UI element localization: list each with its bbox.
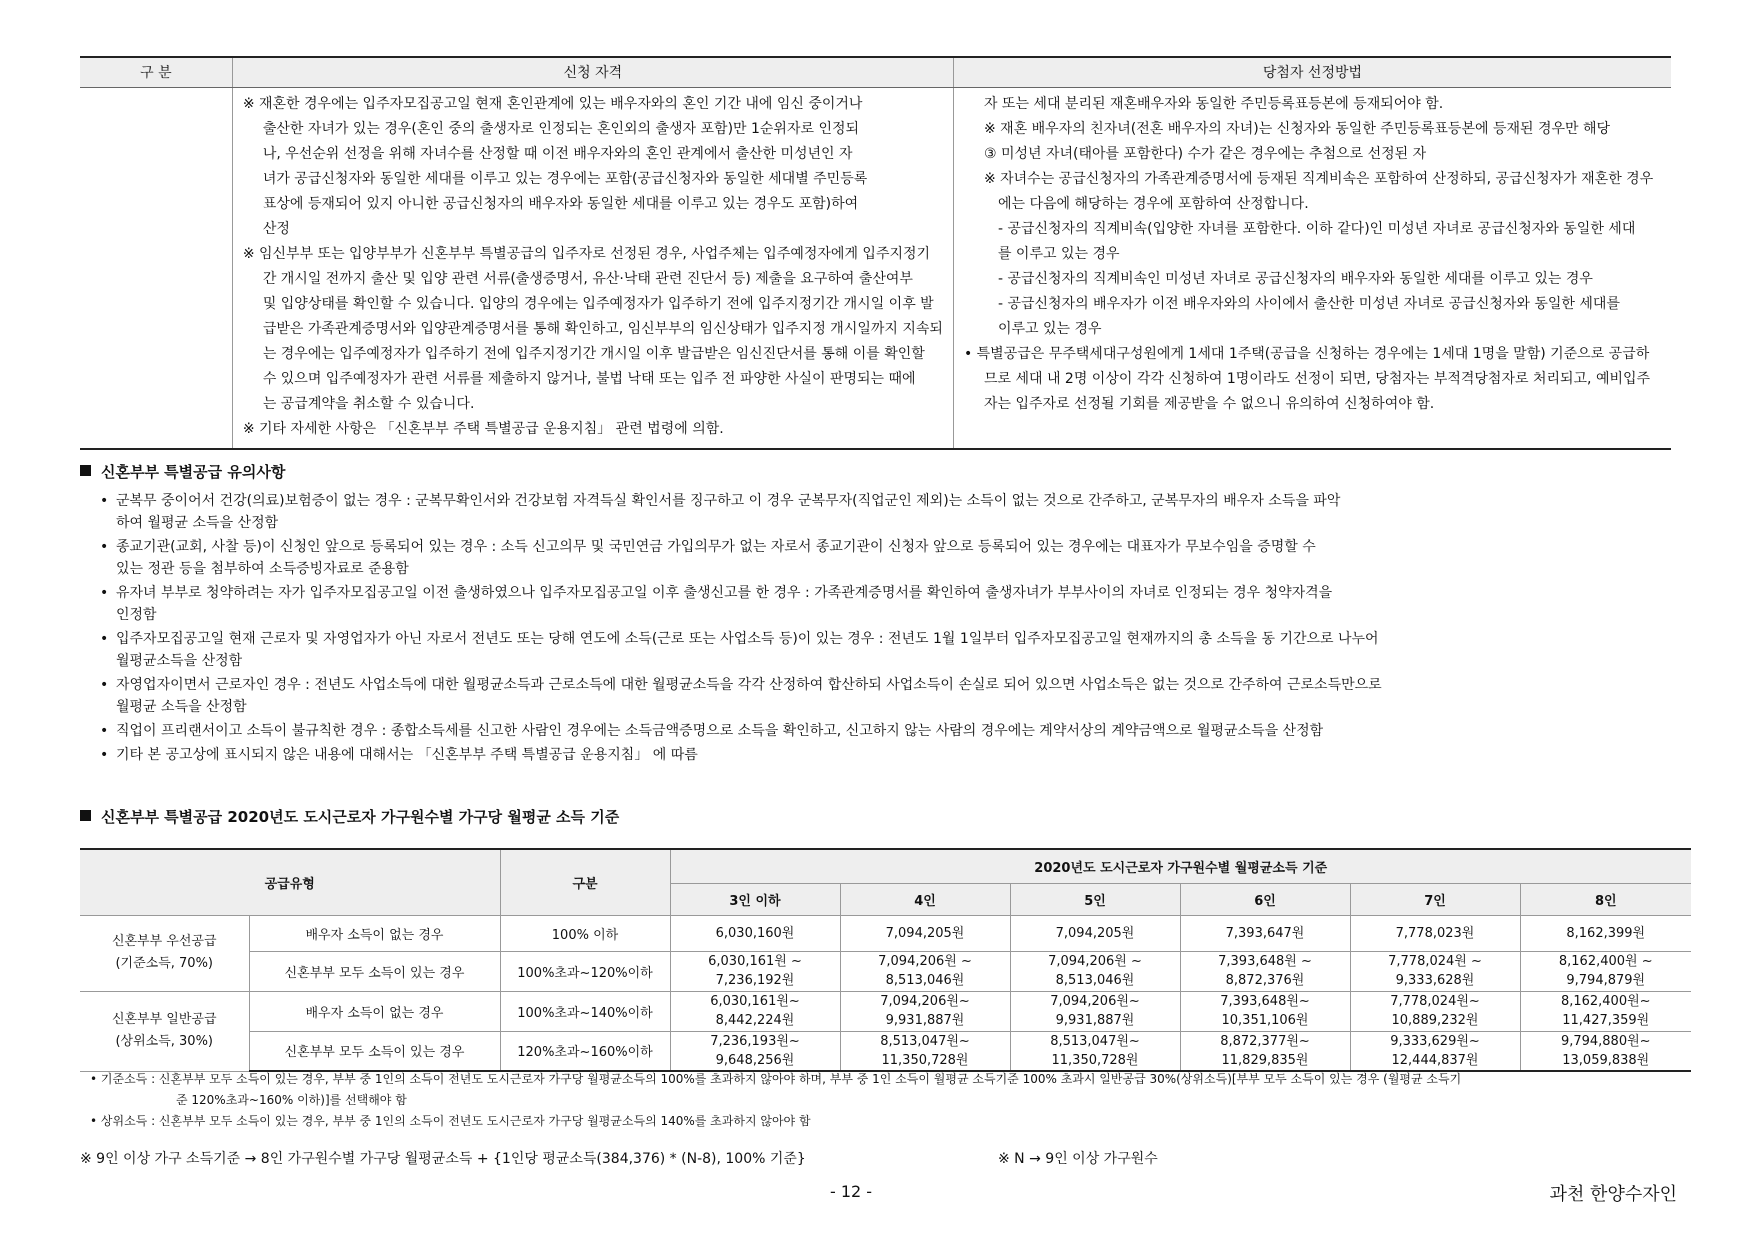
income-section-title: 신혼부부 특별공급 2020년도 도시근로자 가구원수별 가구당 월평균 소득 기준 (80, 806, 619, 827)
note-item (100, 720, 1680, 742)
supply-group-label: 신혼부부 우선공급 (111, 934, 217, 949)
note-item (100, 674, 1680, 718)
income-value-line: 7,094,205원 (1055, 925, 1135, 941)
income-value-line: 8,513,047원~ (1050, 1033, 1140, 1049)
qualification-cell (232, 87, 953, 449)
income-value-line: 10,351,106원 (1221, 1013, 1309, 1028)
income-value-cell (670, 991, 840, 1031)
note-item (100, 536, 1680, 580)
brand-name: 과천 한양수자인 (1549, 1184, 1677, 1205)
income-value-line: 7,094,206원~ (1050, 994, 1140, 1009)
note-text: 인정함 (116, 607, 157, 623)
income-value-line: 6,030,161원 ~ (708, 954, 802, 969)
income-value-line: 8,513,046원 (1055, 973, 1135, 988)
header-supply-type: 공급유형 (80, 849, 500, 915)
income-value-line: 7,393,648원 ~ (1218, 954, 1312, 969)
income-value-line: 7,778,024원~ (1390, 994, 1480, 1009)
income-row (80, 1031, 1691, 1071)
income-value-line: 9,794,880원~ (1560, 1033, 1651, 1049)
income-value-cell (840, 915, 1010, 951)
bullet-icon: • (100, 723, 109, 739)
note-text: 입주자모집공고일 현재 근로자 및 자영업자가 아닌 자로서 전년도 또는 당해 연도에 소득(근로 또는 사업소득 등)이 있는 경우 : 전년도 1월 1일부터 입주자모집공고일 현재까지의 총 소득을 동 기간으로 나누어 (116, 631, 1379, 647)
square-bullet-icon (80, 465, 91, 476)
income-value-line: 9,648,256원 (715, 1052, 795, 1068)
income-value-line: 7,094,205원 (885, 925, 965, 941)
income-value-line: 9,931,887원 (885, 1013, 965, 1028)
income-value-line: 9,931,887원 (1055, 1013, 1135, 1028)
category-cell (80, 87, 232, 449)
income-type-cell: 배우자 소득이 없는 경우 (249, 991, 500, 1031)
income-type-cell: 배우자 소득이 없는 경우 (249, 915, 500, 951)
column-header: 3인 이하 (670, 883, 840, 915)
qualification-table-row (80, 87, 1671, 449)
text-line: 를 이루고 있는 경우 (997, 245, 1120, 262)
income-range-cell: 100%초과~120%이하 (500, 951, 670, 991)
note-item (100, 582, 1680, 626)
supply-group-cell (80, 915, 249, 991)
footnote-base-income-cont: 준 120%초과~160% 이하)]를 선택해야 함 (176, 1093, 407, 1107)
note-item (100, 490, 1680, 534)
income-value-cell (840, 951, 1010, 991)
text-line: 자는 입주자로 선정될 기회를 제공받을 수 없으니 유의하여 신청하여야 함. (983, 395, 1435, 412)
income-footnotes (90, 1069, 1690, 1132)
income-row (80, 951, 1691, 991)
text-line: 므로 세대 내 2명 이상이 각각 신청하여 1명이라도 선정이 되면, 당첨자는 부적격당첨자로 처리되고, 예비입주 (983, 370, 1651, 387)
income-value-line: 7,778,024원 ~ (1388, 954, 1482, 969)
text-line: 에는 다음에 해당하는 경우에 포함하여 산정합니다. (997, 195, 1309, 212)
income-value-cell (670, 951, 840, 991)
income-value-line: 8,162,400원~ (1560, 994, 1651, 1009)
income-value-line: 10,889,232원 (1391, 1013, 1479, 1028)
income-value-line: 11,350,728원 (1051, 1052, 1139, 1068)
square-bullet-icon (80, 810, 91, 821)
income-range-cell: 100%초과~140%이하 (500, 991, 670, 1031)
text-line: 간 개시일 전까지 출산 및 입양 관련 서류(출생증명서, 유산·낙태 관련 진단서 등) 제출을 요구하여 출산여부 (262, 270, 913, 287)
notes-section-title: 신혼부부 특별공급 유의사항 (80, 461, 285, 482)
text-line: 표상에 등재되어 있지 아니한 공급신청자의 배우자와 동일한 세대를 이루고 있는 경우도 포함)하여 (262, 195, 859, 212)
text-line: ※ 기타 자세한 사항은 「신혼부부 주택 특별공급 운용지침」 관련 법령에 의함. (242, 420, 724, 437)
selection-method-cell (953, 87, 1671, 449)
income-value-line: 7,778,023원 (1395, 925, 1475, 941)
note-text: 하여 월평균 소득을 산정함 (116, 515, 279, 531)
income-value-cell (1010, 1031, 1180, 1071)
income-value-line: 7,393,648원~ (1220, 994, 1310, 1009)
income-value-line: 7,094,206원~ (880, 994, 970, 1009)
income-value-cell (1010, 991, 1180, 1031)
note-text: 기타 본 공고상에 표시되지 않은 내용에 대해서는 「신혼부부 주택 특별공급 운용지침」 에 따름 (116, 747, 698, 763)
page-number: - 12 - (830, 1182, 873, 1201)
income-value-cell (1180, 1031, 1350, 1071)
income-row (80, 991, 1691, 1031)
income-value-line: 7,094,206원 ~ (1048, 954, 1142, 969)
income-value-line: 8,513,046원 (885, 973, 965, 988)
income-value-cell (1010, 915, 1180, 951)
column-header: 5인 (1010, 883, 1180, 915)
income-value-line: 7,393,647원 (1225, 925, 1305, 941)
header-category: 구 분 (80, 57, 232, 87)
note-text: 월평균소득을 산정함 (116, 653, 243, 669)
n-note: ※ N → 9인 이상 가구원수 (998, 1151, 1158, 1167)
income-value-line: 7,236,192원 (715, 973, 795, 988)
text-line: 자 또는 세대 분리된 재혼배우자와 동일한 주민등록표등본에 등재되어야 함. (983, 95, 1444, 112)
header-qualification: 신청 자격 (232, 57, 953, 87)
income-range-cell: 120%초과~160%이하 (500, 1031, 670, 1071)
income-value-line: 7,094,206원 ~ (878, 954, 972, 969)
column-header: 4인 (840, 883, 1010, 915)
income-value-line: 8,513,047원~ (880, 1033, 970, 1049)
text-line: ※ 자녀수는 공급신청자의 가족관계증명서에 등재된 직계비속은 포함하여 산정하되, 공급신청자가 재혼한 경우 (983, 170, 1654, 187)
text-line: 는 공급계약을 취소할 수 있습니다. (262, 395, 475, 412)
column-header: 6인 (1180, 883, 1350, 915)
text-line: • 특별공급은 무주택세대구성원에게 1세대 1주택(공급을 신청하는 경우에는 1세대 1명을 말함) 기준으로 공급하 (963, 345, 1650, 362)
bullet-icon: • (100, 677, 109, 693)
footnote-base-income: • 기준소득 : 신혼부부 모두 소득이 있는 경우, 부부 중 1인의 소득이 전년도 도시근로자 가구당 월평균소득의 100%를 초과하지 않아야 하며, 부부 중 1인 소득이 월평균 소득기준 100% 초과시 일반공급 30%(상위소득)[부부 모두 소득이 있는 경우 (월평균 소득기 (90, 1072, 1462, 1086)
column-header: 8인 (1520, 883, 1691, 915)
income-type-cell: 신혼부부 모두 소득이 있는 경우 (249, 951, 500, 991)
text-line: 이루고 있는 경우 (997, 320, 1102, 337)
text-line: ※ 재혼 배우자의 친자녀(전혼 배우자의 자녀)는 신청자와 동일한 주민등록표등본에 등재된 경우만 해당 (983, 120, 1611, 137)
bullet-icon: • (100, 493, 109, 509)
selection-method-text (964, 92, 1661, 417)
income-value-cell (1520, 991, 1691, 1031)
text-line: 녀가 공급신청자와 동일한 세대를 이루고 있는 경우에는 포함(공급신청자와 동일한 세대별 주민등록 (262, 170, 868, 187)
note-item (100, 744, 1680, 766)
income-value-cell (1350, 1031, 1520, 1071)
text-line: 수 있으며 입주예정자가 관련 서류를 제출하지 않거나, 불법 낙태 또는 입주 전 파양한 사실이 판명되는 때에 (262, 370, 916, 387)
income-value-cell (670, 915, 840, 951)
income-value-line: 9,333,628원 (1395, 973, 1475, 988)
income-value-line: 8,442,224원 (715, 1013, 795, 1028)
income-value-cell (840, 991, 1010, 1031)
income-value-line: 8,162,400원 ~ (1558, 954, 1653, 969)
income-value-cell (1520, 915, 1691, 951)
income-value-line: 6,030,160원 (715, 925, 795, 941)
supply-group-label: 신혼부부 일반공급 (111, 1012, 217, 1027)
notes-list (100, 490, 1680, 768)
income-value-line: 8,872,376원 (1225, 973, 1305, 988)
column-header: 7인 (1350, 883, 1520, 915)
income-table (80, 848, 1691, 1072)
income-type-cell: 신혼부부 모두 소득이 있는 경우 (249, 1031, 500, 1071)
income-value-line: 6,030,161원~ (710, 994, 800, 1009)
income-value-cell (1520, 951, 1691, 991)
note-item (100, 628, 1680, 672)
note-text: 군복무 중이어서 건강(의료)보험증이 없는 경우 : 군복무확인서와 건강보험 자격득실 확인서를 징구하고 이 경우 군복무자(직업군인 제외)는 소득이 없는 것으로 간주하고, 군복무자의 배우자 소득을 파악 (116, 493, 1341, 509)
income-value-cell (1180, 951, 1350, 991)
income-value-cell (1520, 1031, 1691, 1071)
bullet-icon: • (100, 631, 109, 647)
text-line: 급받은 가족관계증명서와 입양관계증명서를 통해 확인하고, 임신부부의 임신상태가 입주지정 개시일까지 지속되 (262, 320, 943, 337)
formula-note: ※ 9인 이상 가구 소득기준 → 8인 가구원수별 가구당 월평균소득 + {1인당 평균소득(384,376) * (N-8), 100% 기준} (80, 1151, 806, 1167)
income-value-line: 9,333,629원~ (1390, 1033, 1480, 1049)
text-line: ③ 미성년 자녀(태아를 포함한다) 수가 같은 경우에는 추첨으로 선정된 자 (983, 145, 1427, 162)
text-line: ※ 재혼한 경우에는 입주자모집공고일 현재 혼인관계에 있는 배우자와의 혼인 기간 내에 임신 중이거나 (242, 95, 863, 112)
footnote-upper-income: • 상위소득 : 신혼부부 모두 소득이 있는 경우, 부부 중 1인의 소득이 전년도 도시근로자 가구당 월평균소득의 140%를 초과하지 않아야 함 (90, 1114, 811, 1128)
income-value-cell (1180, 991, 1350, 1031)
income-value-line: 13,059,838원 (1562, 1052, 1650, 1068)
income-value-line: 8,162,399원 (1566, 925, 1646, 941)
note-text: 종교기관(교회, 사찰 등)이 신청인 앞으로 등록되어 있는 경우 : 소득 신고의무 및 국민연금 가입의무가 없는 자로서 종교기관이 신청자 앞으로 등록되어 있는 경우에는 대표자가 무보수임을 증명할 수 (116, 539, 1316, 555)
text-line: - 공급신청자의 직계비속(입양한 자녀를 포함한다. 이하 같다)인 미성년 자녀로 공급신청자와 동일한 세대 (997, 220, 1636, 237)
text-line: 출산한 자녀가 있는 경우(혼인 중의 출생자로 인정되는 혼인외의 출생자 포함)만 1순위자로 인정되 (262, 120, 860, 137)
note-text: 유자녀 부부로 청약하려는 자가 입주자모집공고일 이전 출생하였으나 입주자모집공고일 이후 출생신고를 한 경우 : 가족관계증명서를 확인하여 출생자녀가 부부사이의 자녀로 인정되는 경우 청약자격을 (116, 585, 1333, 601)
income-value-line: 11,350,728원 (881, 1052, 969, 1068)
income-value-cell (1350, 915, 1520, 951)
income-value-line: 11,829,835원 (1221, 1052, 1309, 1068)
supply-group-label: (기준소득, 70%) (115, 956, 214, 971)
income-value-cell (670, 1031, 840, 1071)
text-line: 는 경우에는 입주예정자가 입주하기 전에 입주지정기간 개시일 이후 발급받은 임신진단서를 통해 이를 확인할 (262, 345, 925, 362)
supply-group-label: (상위소득, 30%) (115, 1034, 214, 1049)
income-value-line: 7,236,193원~ (710, 1033, 800, 1049)
income-row (80, 915, 1691, 951)
income-value-cell (1350, 991, 1520, 1031)
income-range-cell: 100% 이하 (500, 915, 670, 951)
income-value-cell (1180, 915, 1350, 951)
note-text: 직업이 프리랜서이고 소득이 불규칙한 경우 : 종합소득세를 신고한 사람인 경우에는 소득금액증명으로 소득을 확인하고, 신고하지 않는 사람의 경우에는 계약서상의 계약금액으로 월평균소득을 산정함 (116, 723, 1324, 739)
note-text: 있는 정관 등을 첨부하여 소득증빙자료로 준용함 (116, 561, 409, 577)
text-line: 나, 우선순위 선정을 위해 자녀수를 산정할 때 이전 배우자와의 혼인 관계에서 출산한 미성년인 자 (262, 145, 853, 162)
qualification-table (80, 56, 1671, 450)
text-line: ※ 임신부부 또는 입양부부가 신혼부부 특별공급의 입주자로 선정된 경우, 사업주체는 입주예정자에게 입주지정기 (242, 245, 931, 262)
text-line: - 공급신청자의 직계비속인 미성년 자녀로 공급신청자의 배우자와 동일한 세대를 이루고 있는 경우 (997, 270, 1593, 287)
income-value-line: 9,794,879원 (1566, 973, 1646, 988)
text-line: 산정 (262, 220, 290, 237)
text-line: 및 입양상태를 확인할 수 있습니다. 입양의 경우에는 입주예정자가 입주하기 전에 입주지정기간 개시일 이후 발 (262, 295, 934, 312)
bullet-icon: • (100, 539, 109, 555)
note-text: 자영업자이면서 근로자인 경우 : 전년도 사업소득에 대한 월평균소득과 근로소득에 대한 월평균소득을 각각 산정하여 합산하되 사업소득이 손실로 되어 있으면 사업소득은 없는 것으로 간주하여 근로소득만으로 (116, 677, 1382, 693)
income-value-line: 8,872,377원~ (1220, 1033, 1310, 1049)
income-value-cell (840, 1031, 1010, 1071)
income-value-cell (1010, 951, 1180, 991)
header-income-standard: 2020년도 도시근로자 가구원수별 월평균소득 기준 (670, 849, 1691, 883)
bullet-icon: • (100, 747, 109, 763)
text-line: - 공급신청자의 배우자가 이전 배우자와의 사이에서 출산한 미성년 자녀로 공급신청자와 동일한 세대를 (997, 295, 1620, 312)
bullet-icon: • (100, 585, 109, 601)
qualification-text (243, 92, 943, 442)
header-range: 구분 (500, 849, 670, 915)
income-value-line: 12,444,837원 (1391, 1052, 1479, 1068)
income-value-line: 11,427,359원 (1562, 1013, 1650, 1028)
income-value-cell (1350, 951, 1520, 991)
qualification-table-header (80, 57, 1671, 87)
income-header-row (80, 849, 1691, 883)
header-selection-method: 당첨자 선정방법 (953, 57, 1671, 87)
supply-group-cell (80, 991, 249, 1071)
note-text: 월평균 소득을 산정함 (116, 699, 247, 715)
